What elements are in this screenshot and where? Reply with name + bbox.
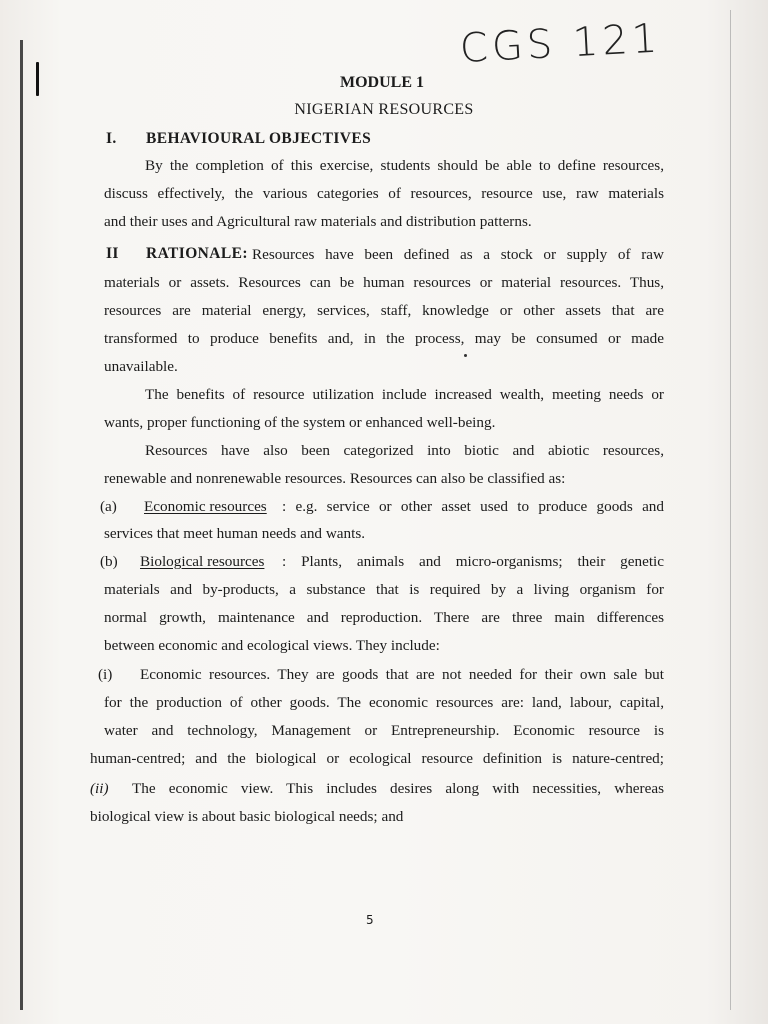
item-i-line-4: human-centred; and the biological or ecological resource definition is nature-centred; — [90, 750, 664, 767]
left-margin-rule — [20, 40, 23, 1010]
benefits-line-2: wants, proper functioning of the system or enhanced well-being. — [104, 414, 496, 431]
section2-line-3: resources are material energy, services, staff, knowledge or other assets that are — [104, 302, 664, 319]
page-number: 5 — [366, 913, 374, 927]
section1-heading: BEHAVIOURAL OBJECTIVES — [146, 130, 372, 147]
ink-speck — [464, 354, 467, 357]
section2-line-1: Resources have been defined as a stock or supply of raw — [252, 246, 664, 263]
handwritten-course-code: CGS 121 — [458, 15, 663, 72]
categories-line-1: Resources have also been categorized into biotic and abiotic resources, — [145, 442, 664, 459]
item-ii-line-2: biological view is about basic biological needs; and — [90, 808, 404, 825]
item-i-line-3: water and technology, Management or Entrepreneurship. Economic resource is — [104, 722, 664, 739]
item-b-label: (b) — [100, 553, 118, 570]
section1-line-2: discuss effectively, the various categories of resources, resource use, raw materials — [104, 185, 664, 202]
section1-line-1: By the completion of this exercise, students should be able to define resources, — [145, 157, 664, 174]
item-i-label: (i) — [98, 666, 113, 683]
section2-line-5: unavailable. — [104, 358, 178, 375]
item-i-line-2: for the production of other goods. The economic resources are: land, labour, capital, — [104, 694, 664, 711]
item-ii-label: (ii) — [90, 780, 109, 797]
section2-number: II — [106, 245, 119, 262]
module-title: MODULE 1 — [340, 74, 424, 91]
section1-number: I. — [106, 130, 117, 147]
item-a-line-2: services that meet human needs and wants. — [104, 525, 366, 542]
item-b-line-4: between economic and ecological views. They include: — [104, 637, 440, 654]
section1-line-3: and their uses and Agricultural raw materials and distribution patterns. — [104, 213, 532, 230]
section2-line-4: transformed to produce benefits and, in the process, may be consumed or made — [104, 330, 664, 347]
section2-line-2: materials or assets. Resources can be human resources or material resources. Thus, — [104, 274, 664, 291]
item-a-term: Economic resources — [144, 498, 267, 515]
item-i-line-1: Economic resources. They are goods that are not needed for their own sale but — [140, 666, 664, 683]
section2-heading: RATIONALE: — [146, 245, 248, 262]
benefits-line-1: The benefits of resource utilization include increased wealth, meeting needs or — [145, 386, 664, 403]
categories-line-2: renewable and nonrenewable resources. Resources can also be classified as: — [104, 470, 566, 487]
item-b-line-2: materials and by-products, a substance that is required by a living organism for — [104, 581, 664, 598]
item-a-line-1: : e.g. service or other asset used to produce goods and — [282, 498, 664, 515]
item-a-label: (a) — [100, 498, 117, 515]
item-b-line-1: : Plants, animals and micro-organisms; their genetic — [282, 553, 664, 570]
item-b-term: Biological resources — [140, 553, 265, 570]
item-ii-line-1: The economic view. This includes desires along with necessities, whereas — [132, 780, 664, 797]
module-subtitle: NIGERIAN RESOURCES — [294, 101, 474, 118]
right-margin-rule — [730, 10, 731, 1010]
item-b-line-3: normal growth, maintenance and reproduction. There are three main differences — [104, 609, 664, 626]
